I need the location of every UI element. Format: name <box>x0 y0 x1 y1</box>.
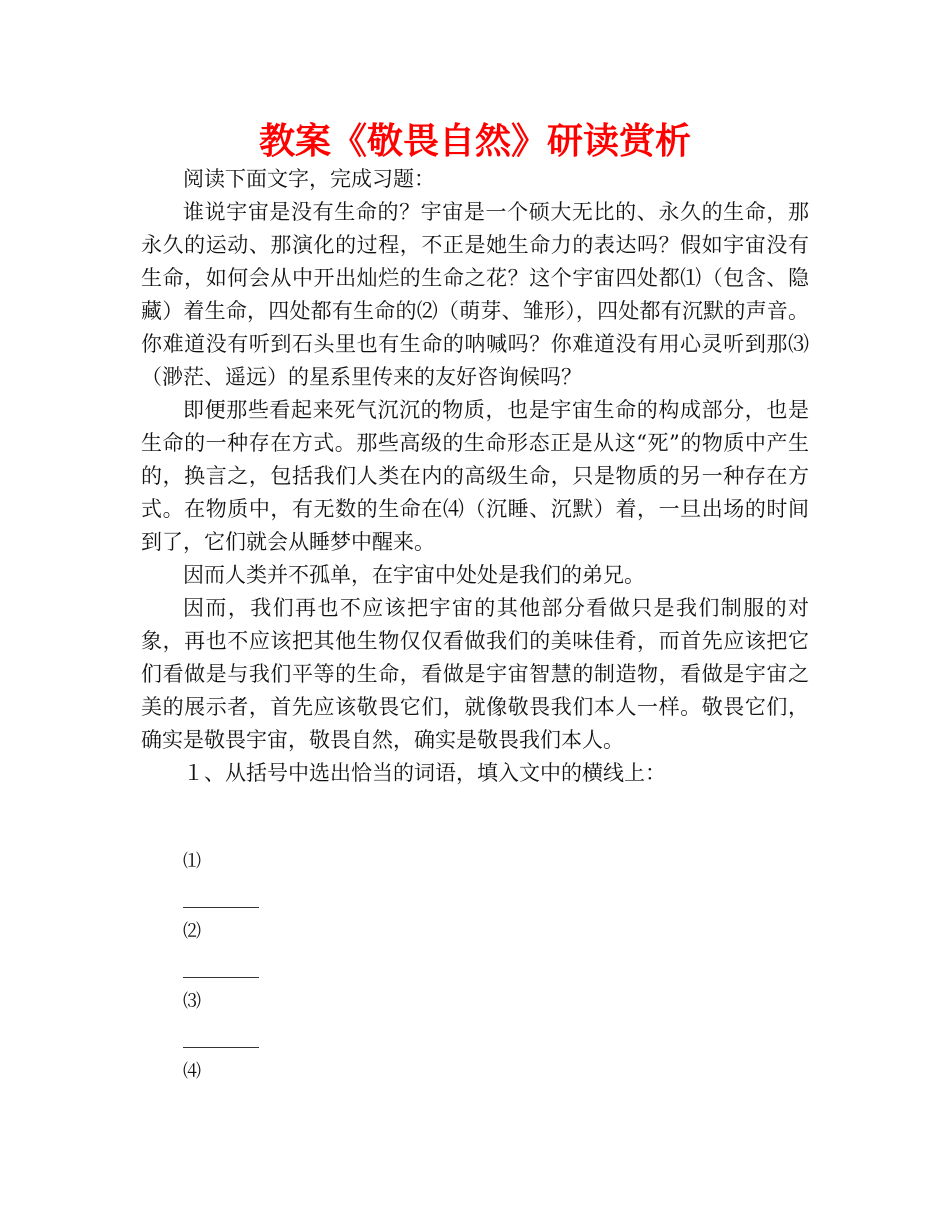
paragraph-3: 因而人类并不孤单，在宇宙中处处是我们的弟兄。 <box>183 563 645 587</box>
document-title: 教案《敬畏自然》研读赏析 <box>258 121 691 162</box>
paragraph-1: 谁说宇宙是没有生命的？宇宙是一个硕大无比的、永久的生命，那永久的运动、那演化的过程，不正是她生命力的表达吗？假如宇宙没有生命，如何会从中开出灿烂的生命之花？这个宇宙四处都⑴（包含、隐藏）着生命，四处都有生命的⑵（萌芽、雏形），四处都有沉默的声音。你难道没有听到石头里也有生命的呐喊吗？你难道没有用心灵听到那⑶（渺茫、遥远）的星系里传来的友好咨询候吗？ <box>141 200 809 389</box>
paragraph-4: 因而，我们再也不应该把宇宙的其他部分看做只是我们制服的对象，再也不应该把其他生物仅仅看做我们的美味佳肴，而首先应该把它们看做是与我们平等的生命，看做是宇宙智慧的制造物，看做是宇宙之美的展示者，首先应该敬畏它们，就像敬畏我们本人一样。敬畏它们，确实是敬畏宇宙，敬畏自然，确实是敬畏我们本人。 <box>141 596 809 752</box>
blank-line-2 <box>183 977 259 978</box>
article-body <box>141 163 809 790</box>
blank-label-3: ⑶ <box>183 991 201 1011</box>
blank-label-4: ⑷ <box>183 1061 201 1081</box>
blank-label-2: ⑵ <box>183 921 201 941</box>
blank-label-1: ⑴ <box>183 851 201 871</box>
blank-line-3 <box>183 1047 259 1048</box>
paragraph-2: 即便那些看起来死气沉沉的物质，也是宇宙生命的构成部分，也是生命的一种存在方式。那些高级的生命形态正是从这“死”的物质中产生的，换言之，包括我们人类在内的高级生命，只是物质的另一种存在方式。在物质中，有无数的生命在⑷（沉睡、沉默）着，一旦出场的时间到了，它们就会从睡梦中醒来。 <box>141 398 809 554</box>
intro-line: 阅读下面文字，完成习题： <box>183 167 435 191</box>
question-1: １、从括号中选出恰当的词语，填入文中的横线上： <box>183 761 666 785</box>
blank-line-1 <box>183 907 259 908</box>
